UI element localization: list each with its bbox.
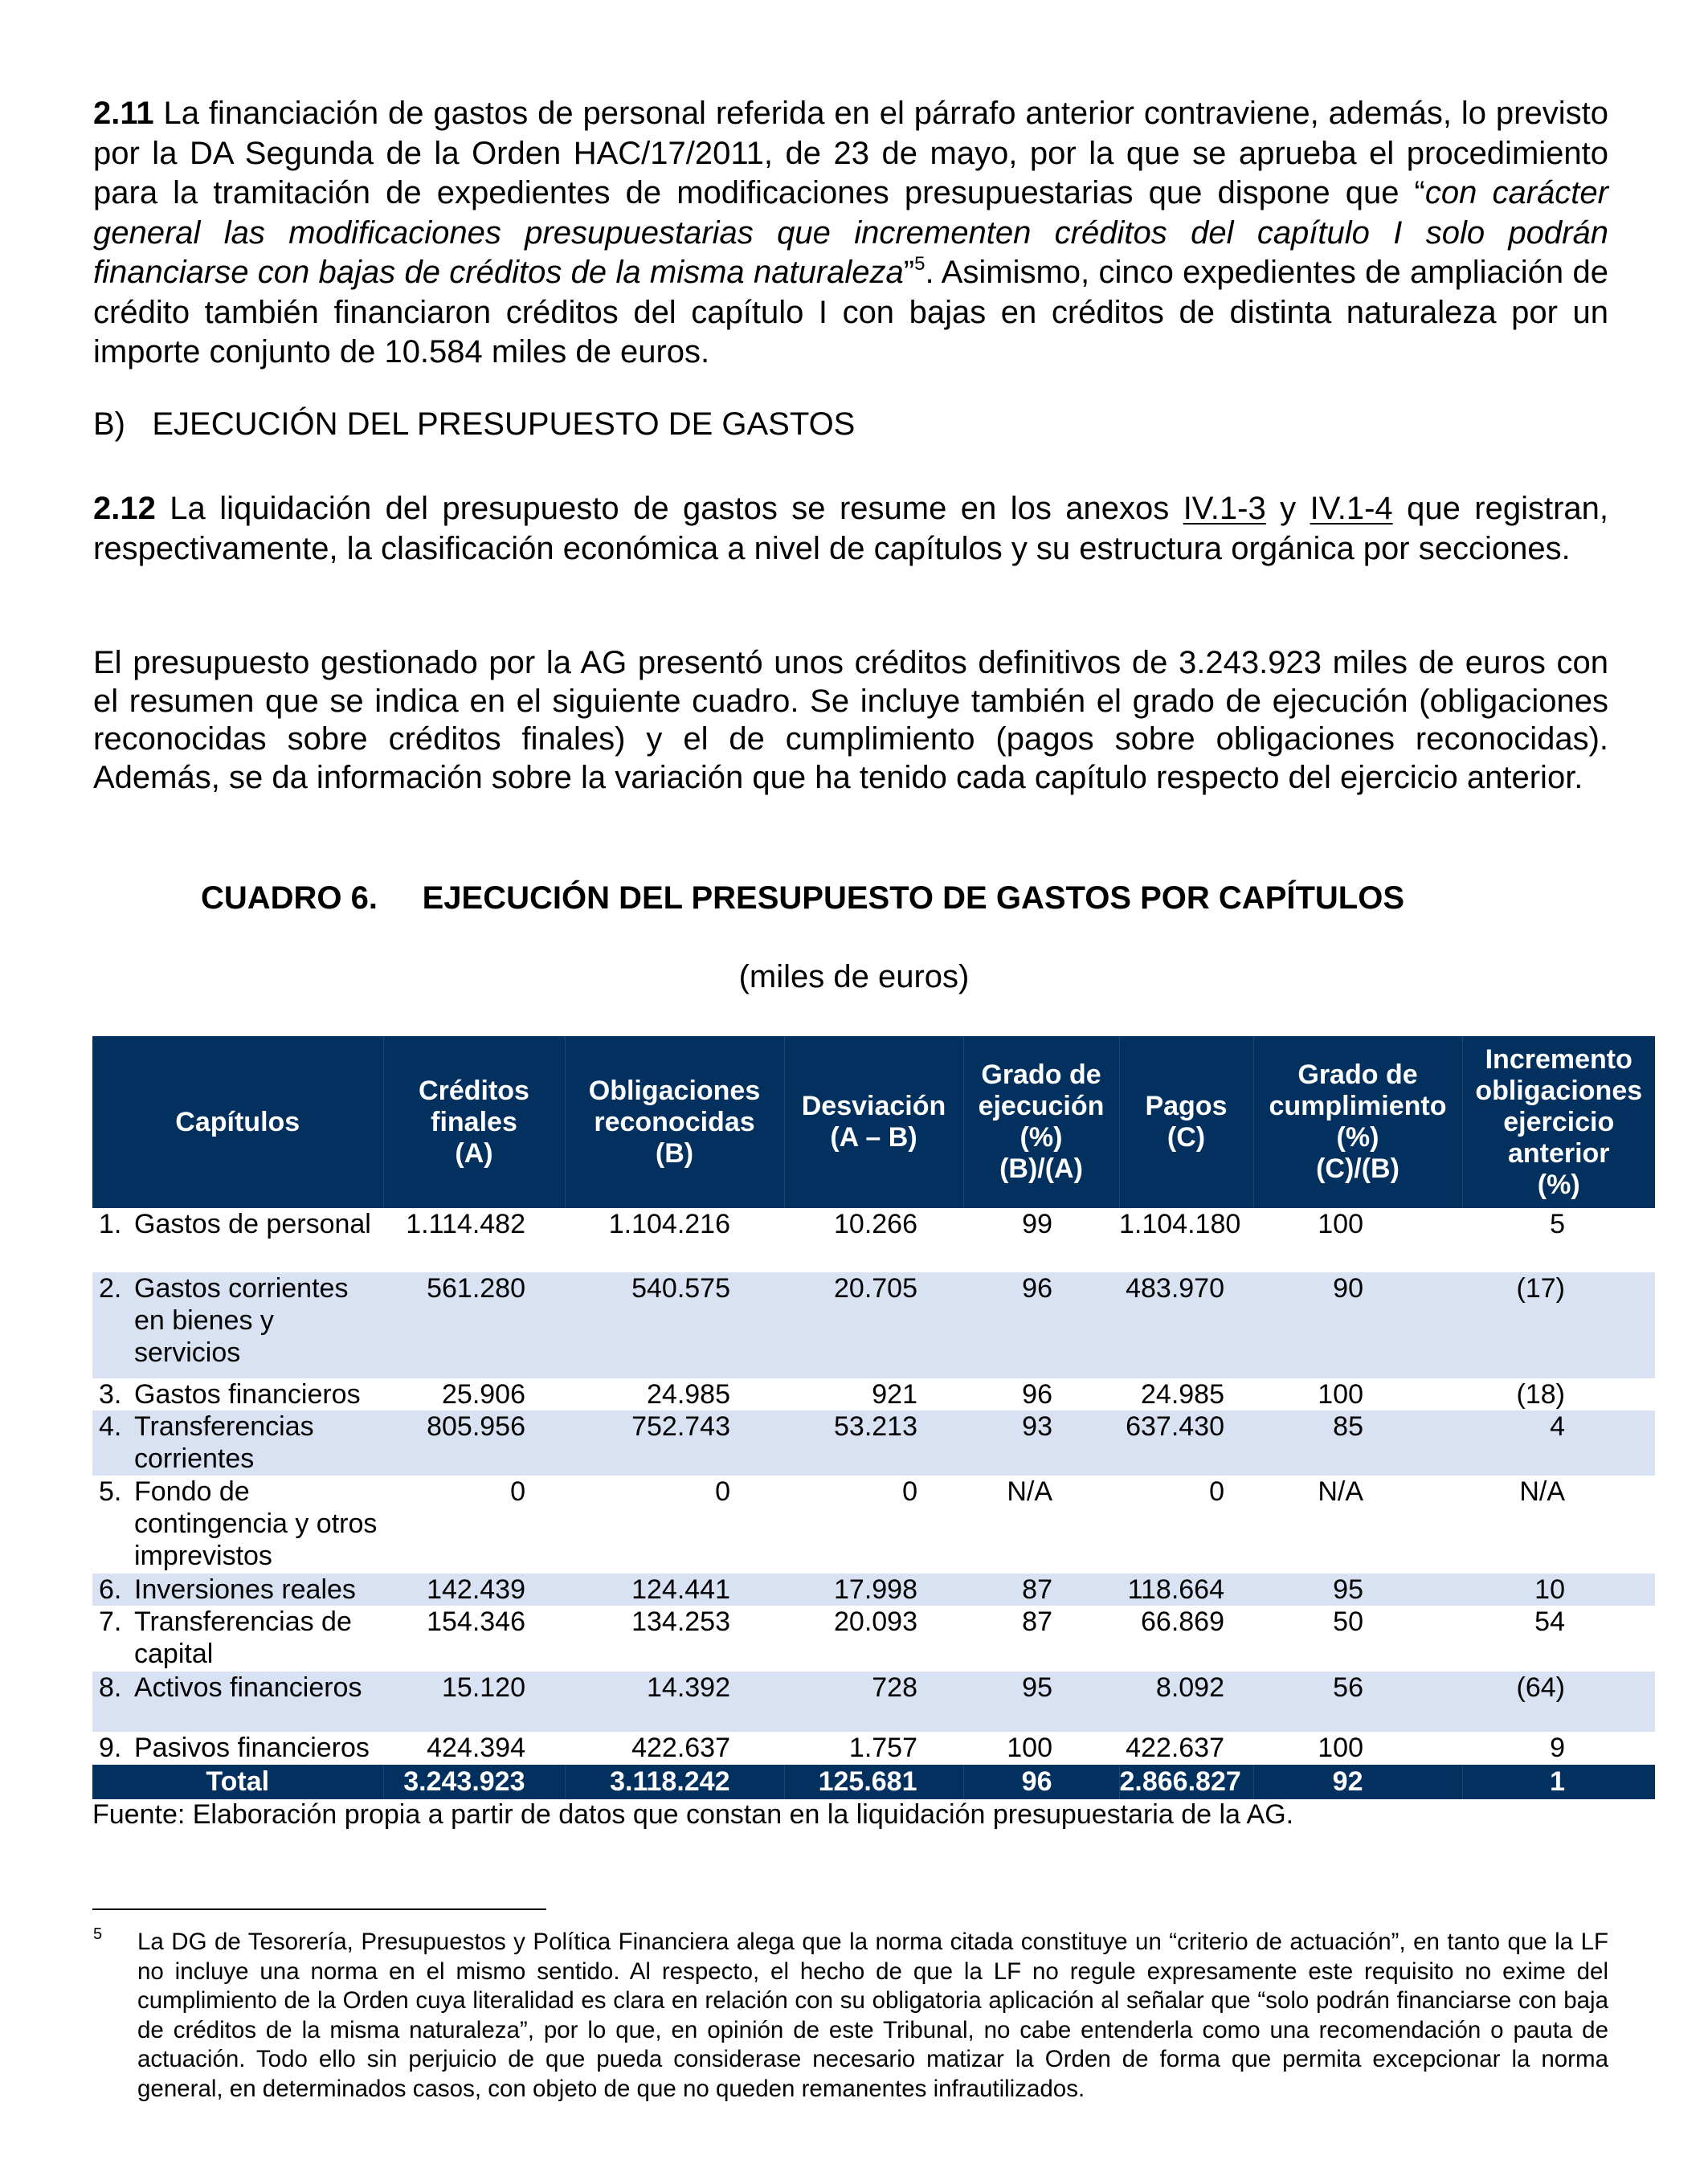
column-header-label: Desviación (A – B) [801,1091,946,1153]
chapter-label: Gastos corrientes en bienes y servicios [134,1273,349,1368]
chapter-number: 4. [99,1411,122,1442]
table-units: (miles de euros) [738,959,970,994]
cell-creditos: 561.280 [383,1272,565,1378]
total-cumplimiento: 92 [1253,1765,1462,1799]
table-row [92,1272,1655,1378]
cell-pagos: 637.430 [1119,1410,1253,1476]
cell-cumplimiento: 100 [1318,1209,1363,1239]
column-header-incremento [1462,1036,1655,1208]
chapter-number: 2. [99,1273,122,1304]
cell-obligaciones: 14.392 [565,1672,784,1732]
chapter-label: Gastos financieros [134,1379,361,1410]
table-source-note: Fuente: Elaboración propia a partir de datos que constan en la liquidación presupuestaria de la AG. [92,1799,1294,1830]
paragraph-text: La financiación de gastos de personal referida en el párrafo anterior contraviene, además, lo previsto por la DA Segunda de la Orden HAC/17/2011, de 23 de mayo, por la que se aprueba el procedimiento para la tramitación de expedientes de modificaciones presupuestarias que dispone que “ [93,96,1608,210]
cell-obligaciones: 0 [715,1476,730,1507]
table-row [92,1208,1655,1272]
table-row [92,1672,1655,1732]
annex-link-iv-1-4[interactable]: IV.1-4 [1310,491,1393,526]
cell-cumplimiento: N/A [1318,1476,1363,1507]
cell-desviacion: 10.266 [834,1209,917,1239]
column-header-label: Créditos finales (A) [419,1075,529,1169]
total-ejecucion: 96 [963,1765,1119,1799]
cell-pagos: 1.104.180 [1119,1209,1241,1239]
cell-incremento: (64) [1462,1672,1655,1732]
total-desviacion: 125.681 [784,1765,963,1799]
cell-creditos: 1.114.482 [406,1209,525,1239]
quote-close: ” [903,255,915,290]
cell-creditos: 154.346 [427,1606,525,1637]
cell-pagos: 118.664 [1119,1574,1253,1606]
cell-capitulo [92,1574,383,1606]
paragraph-2-12 [93,489,1608,569]
chapter-number: 1. [99,1209,122,1239]
cell-obligaciones: 752.743 [565,1410,784,1476]
cell-creditos: 15.120 [383,1672,565,1732]
chapter-label: Transferencias de capital [134,1606,352,1669]
cell-obligaciones: 422.637 [631,1733,730,1763]
chapter-number: 9. [99,1733,122,1763]
cell-ejecucion: 95 [963,1672,1119,1732]
conjunction: y [1265,491,1310,526]
paragraph-text: La liquidación del presupuesto de gastos se resume en los anexos [155,491,1183,526]
cell-incremento: 9 [1550,1733,1565,1763]
total-pagos: 2.866.827 [1119,1765,1253,1799]
paragraph-text-continued: . Asimismo, cinco expedientes de ampliación de crédito también financiaron créditos del capítulo I con bajas en créditos de distinta naturaleza por un importe conjunto de 10.584 miles de euros. [93,255,1608,369]
cell-pagos: 8.092 [1119,1672,1253,1732]
cell-desviacion: 20.093 [834,1606,917,1637]
cell-obligaciones: 124.441 [565,1574,784,1606]
cell-desviacion: 1.757 [848,1733,917,1763]
cell-incremento: (17) [1462,1272,1655,1378]
cell-ejecucion: 87 [1022,1606,1052,1637]
cell-cumplimiento: 100 [1318,1733,1363,1763]
chapter-number: 8. [99,1672,122,1703]
paragraph-2-11 [93,94,1608,373]
cell-incremento: 54 [1534,1606,1565,1637]
chapter-label: Inversiones reales [134,1574,356,1605]
column-header-obligaciones-reconocidas [565,1036,784,1208]
footnote-separator [92,1908,546,1910]
cell-desviacion: 53.213 [784,1410,963,1476]
footnote-reference[interactable]: 5 [914,253,926,275]
chapter-label: Activos financieros [134,1672,362,1703]
table-row [92,1476,1655,1574]
column-header-desviacion [784,1036,963,1208]
cell-capitulo [92,1378,383,1410]
table-row [92,1410,1655,1476]
cell-creditos: 25.906 [442,1379,525,1410]
column-header-label: Pagos (C) [1145,1091,1228,1153]
cell-pagos: 422.637 [1126,1733,1224,1763]
cell-obligaciones: 24.985 [647,1379,730,1410]
cell-ejecucion: 96 [1022,1379,1052,1410]
cell-creditos: 805.956 [383,1410,565,1476]
cell-pagos: 0 [1209,1476,1224,1507]
column-header-grado-ejecucion [963,1036,1119,1208]
cell-capitulo [92,1606,383,1672]
cell-ejecucion: 87 [963,1574,1119,1606]
cell-incremento: N/A [1519,1476,1565,1507]
cell-desviacion: 921 [872,1379,917,1410]
paragraph-number: 2.11 [93,96,154,131]
chapter-number: 6. [99,1574,122,1605]
footnote-number: 5 [93,1925,103,1943]
budget-execution-table [92,1036,1655,1799]
column-header-grado-cumplimiento [1253,1036,1462,1208]
cell-creditos: 142.439 [383,1574,565,1606]
cell-incremento: (18) [1516,1379,1565,1410]
cell-pagos: 24.985 [1141,1379,1224,1410]
cell-capitulo [92,1410,383,1476]
total-creditos: 3.243.923 [383,1765,565,1799]
cell-ejecucion: N/A [1007,1476,1052,1507]
cell-capitulo [92,1732,383,1765]
cell-desviacion: 728 [784,1672,963,1732]
cell-incremento: 5 [1550,1209,1565,1239]
column-header-creditos-finales [383,1036,565,1208]
cell-cumplimiento: 85 [1253,1410,1462,1476]
cell-incremento: 10 [1462,1574,1655,1606]
total-obligaciones: 3.118.242 [565,1765,784,1799]
cell-pagos: 66.869 [1141,1606,1224,1637]
chapter-number: 7. [99,1606,122,1637]
cell-desviacion: 0 [902,1476,917,1507]
total-incremento: 1 [1462,1765,1655,1799]
chapter-number: 5. [99,1476,122,1507]
column-header-capitulos [92,1036,383,1208]
chapter-label: Transferencias corrientes [134,1411,314,1474]
table-row [92,1574,1655,1606]
cell-desviacion: 17.998 [784,1574,963,1606]
cell-cumplimiento: 50 [1333,1606,1363,1637]
cell-capitulo [92,1672,383,1732]
column-header-label: Obligaciones reconocidas (B) [588,1075,761,1169]
column-header-pagos [1119,1036,1253,1208]
cell-cumplimiento: 95 [1253,1574,1462,1606]
column-header-label: Incremento obligaciones ejercicio anterior (%) [1475,1043,1643,1200]
section-heading: B) EJECUCIÓN DEL PRESUPUESTO DE GASTOS [93,406,856,442]
table-row [92,1378,1655,1410]
table-header-row [92,1036,1655,1208]
cell-obligaciones: 134.253 [631,1606,730,1637]
paragraph-intro: El presupuesto gestionado por la AG presentó unos créditos definitivos de 3.243.923 miles de euros con el resumen que se indica en el siguiente cuadro. Se incluye también el grado de ejecución (obligaciones reconocidas sobre créditos finales) y el de cumplimiento (pagos sobre obligaciones reconocidas). Además, se da información sobre la variación que ha tenido cada capítulo respecto del ejercicio anterior. [93,645,1608,795]
chapter-label: Gastos de personal [134,1209,371,1239]
cell-cumplimiento: 56 [1253,1672,1462,1732]
cell-desviacion: 20.705 [784,1272,963,1378]
column-header-label: Grado de ejecución (%) (B)/(A) [978,1059,1105,1184]
cell-incremento: 4 [1462,1410,1655,1476]
cell-capitulo [92,1208,383,1272]
chapter-label: Pasivos financieros [134,1733,370,1763]
chapter-number: 3. [99,1379,122,1410]
cell-cumplimiento: 100 [1318,1379,1363,1410]
total-label: Total [92,1765,383,1799]
annex-link-iv-1-3[interactable]: IV.1-3 [1183,491,1266,526]
cell-capitulo [92,1476,383,1574]
column-header-label: Grado de cumplimiento (%) (C)/(B) [1269,1059,1447,1184]
paragraph-number: 2.12 [93,491,156,526]
cell-obligaciones: 540.575 [565,1272,784,1378]
footnote-text: La DG de Tesorería, Presupuestos y Política Financiera alega que la norma citada constituye un “criterio de actuación”, en tanto que la LF no incluye una norma en el mismo sentido. Al respecto, el hecho de que la LF no regule expresamente este requisito no exime del cumplimiento de la Orden cuya literalidad es clara en relación con su obligatoria aplicación al señalar que “solo podrán financiarse con baja de créditos de la misma naturaleza”, por lo que, en opinión de este Tribunal, no cabe entenderla como una recomendación o pauta de actuación. Todo ello sin perjuicio de que pueda considerase necesario matizar la Orden de forma que permita excepcionar la norma general, en determinados casos, con objeto de que no queden remanentes infrautilizados. [137,1929,1608,2102]
table-row [92,1606,1655,1672]
cell-capitulo [92,1272,383,1378]
cell-pagos: 483.970 [1119,1272,1253,1378]
cell-ejecucion: 99 [1022,1209,1052,1239]
table-row [92,1732,1655,1765]
paragraph-text-continued: que registran, respectivamente, la clasificación económica a nivel de capítulos y su estructura orgánica por secciones. [93,491,1608,566]
cell-ejecucion: 100 [1007,1733,1052,1763]
chapter-label: Fondo de contingencia y otros imprevistos [134,1476,378,1571]
table-title: CUADRO 6. EJECUCIÓN DEL PRESUPUESTO DE GASTOS POR CAPÍTULOS [201,880,1405,916]
cell-creditos: 0 [510,1476,525,1507]
quoted-regulation: con carácter general las modificaciones presupuestarias que incrementen créditos del capítulo I solo podrán financiarse con bajas de créditos de la misma naturaleza [93,175,1608,290]
column-header-label: Capítulos [175,1106,300,1137]
cell-obligaciones: 1.104.216 [608,1209,730,1239]
cell-ejecucion: 96 [963,1272,1119,1378]
cell-creditos: 424.394 [427,1733,525,1763]
table-total-row [92,1765,1655,1799]
cell-ejecucion: 93 [963,1410,1119,1476]
cell-cumplimiento: 90 [1253,1272,1462,1378]
